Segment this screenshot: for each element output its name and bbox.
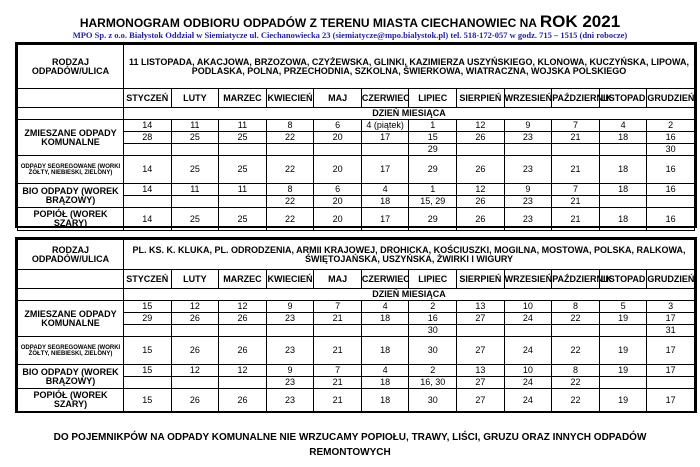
date-cell: 14 bbox=[124, 184, 172, 196]
date-cell: 12 bbox=[171, 301, 219, 313]
date-cell bbox=[219, 196, 267, 208]
date-cell: 23 bbox=[504, 196, 552, 208]
date-cell: 20 bbox=[314, 196, 362, 208]
date-cell: 22 bbox=[266, 196, 314, 208]
date-cell bbox=[361, 325, 409, 337]
segregated-waste-label: ODPADY SEGREGOWANE (WORKI ŻÓŁTY, NIEBIESKI, ZIELONY) bbox=[18, 337, 124, 365]
date-cell: 21 bbox=[552, 156, 600, 184]
date-cell: 25 bbox=[219, 156, 267, 184]
date-cell bbox=[647, 377, 695, 389]
date-cell bbox=[361, 144, 409, 156]
date-cell bbox=[504, 144, 552, 156]
date-cell: 30 bbox=[409, 325, 457, 337]
date-cell: 9 bbox=[504, 184, 552, 196]
date-cell: 14 bbox=[124, 120, 172, 132]
date-cell: 18 bbox=[599, 132, 647, 144]
date-cell: 16 bbox=[647, 132, 695, 144]
date-cell: 24 bbox=[504, 389, 552, 412]
date-cell: 22 bbox=[552, 389, 600, 412]
date-cell: 21 bbox=[314, 337, 362, 365]
date-cell: 18 bbox=[361, 196, 409, 208]
date-cell: 9 bbox=[504, 120, 552, 132]
mixed-waste-label: ZMIESZANE ODPADY KOMUNALNE bbox=[18, 120, 124, 156]
date-cell: 26 bbox=[171, 313, 219, 325]
page-title bbox=[0, 12, 700, 32]
date-cell: 2 bbox=[409, 301, 457, 313]
date-cell: 12 bbox=[219, 365, 267, 377]
street-list: PL. KS. K. KLUKA, PL. ODRODZENIA, ARMII KRAJOWEJ, DROHICKA, KOŚCIUSZKI, MOGILNA, MOSTOWA, POLSKA, RALKOWA, ŚWIĘTOJAŃSKA, USZYŃSKA, ŻWIRKI I WIGURY bbox=[124, 240, 695, 270]
date-cell bbox=[552, 325, 600, 337]
month-header: GRUDZIEŃ bbox=[647, 270, 695, 289]
date-cell: 11 bbox=[171, 184, 219, 196]
date-cell: 5 bbox=[599, 301, 647, 313]
date-cell bbox=[124, 325, 172, 337]
date-cell: 26 bbox=[219, 389, 267, 412]
date-cell: 2 bbox=[647, 120, 695, 132]
date-cell: 21 bbox=[314, 377, 362, 389]
date-cell: 25 bbox=[171, 156, 219, 184]
date-cell: 15 bbox=[124, 365, 172, 377]
date-cell: 16 bbox=[647, 208, 695, 231]
month-header: MARZEC bbox=[219, 270, 267, 289]
date-cell: 24 bbox=[504, 313, 552, 325]
month-header-blank bbox=[18, 270, 124, 289]
bio-waste-row-1 bbox=[18, 184, 695, 196]
month-header: KWIECIEŃ bbox=[266, 270, 314, 289]
month-header: LUTY bbox=[171, 89, 219, 108]
date-cell: 16, 30 bbox=[409, 377, 457, 389]
date-cell: 27 bbox=[457, 389, 505, 412]
date-cell: 11 bbox=[219, 184, 267, 196]
date-cell: 21 bbox=[314, 313, 362, 325]
company-contact-line: MPO Sp. z o.o. Białystok Oddział w Siemiatycze ul. Ciechanowiecka 23 (siemiatycze@mpo.bialystok.pl) tel. 518-172-057 w godz. 715 – 1515 (dni robocze) bbox=[72, 30, 628, 40]
date-cell: 19 bbox=[599, 365, 647, 377]
date-cell: 26 bbox=[219, 313, 267, 325]
month-header: SIERPIEŃ bbox=[457, 270, 505, 289]
schedule-table-2 bbox=[17, 239, 695, 412]
schedule-block-2 bbox=[15, 237, 697, 413]
date-cell: 22 bbox=[552, 377, 600, 389]
date-cell bbox=[171, 196, 219, 208]
date-cell: 26 bbox=[457, 156, 505, 184]
date-cell: 8 bbox=[266, 184, 314, 196]
month-header-row bbox=[18, 270, 695, 289]
date-cell: 27 bbox=[457, 313, 505, 325]
date-cell: 27 bbox=[457, 337, 505, 365]
date-cell: 20 bbox=[314, 208, 362, 231]
date-cell: 26 bbox=[457, 208, 505, 231]
date-cell: 12 bbox=[457, 184, 505, 196]
date-cell: 12 bbox=[457, 120, 505, 132]
date-cell bbox=[457, 144, 505, 156]
mixed-waste-label: ZMIESZANE ODPADY KOMUNALNE bbox=[18, 301, 124, 337]
date-cell: 3 bbox=[647, 301, 695, 313]
date-cell: 20 bbox=[314, 132, 362, 144]
ash-row bbox=[18, 208, 695, 231]
date-cell: 15 bbox=[124, 389, 172, 412]
date-cell: 22 bbox=[266, 132, 314, 144]
date-cell: 19 bbox=[599, 313, 647, 325]
month-header: PAŹDZIERNIK bbox=[552, 89, 600, 108]
date-cell: 18 bbox=[361, 389, 409, 412]
date-cell: 11 bbox=[171, 120, 219, 132]
ash-row bbox=[18, 389, 695, 412]
date-cell: 12 bbox=[219, 301, 267, 313]
day-of-month-header: DZIEŃ MIESIĄCA bbox=[124, 289, 695, 301]
date-cell: 23 bbox=[504, 132, 552, 144]
date-cell: 25 bbox=[219, 208, 267, 231]
date-cell: 29 bbox=[409, 208, 457, 231]
month-header: MARZEC bbox=[219, 89, 267, 108]
bio-waste-label: BIO ODPADY (WOREK BRĄZOWY) bbox=[18, 184, 124, 208]
date-cell: 23 bbox=[504, 156, 552, 184]
date-cell: 28 bbox=[124, 132, 172, 144]
date-cell: 21 bbox=[314, 389, 362, 412]
date-cell bbox=[647, 196, 695, 208]
date-cell: 13 bbox=[457, 301, 505, 313]
schedule-block-1 bbox=[15, 42, 697, 228]
day-of-month-blank bbox=[18, 108, 124, 120]
date-cell: 17 bbox=[361, 132, 409, 144]
date-cell: 22 bbox=[552, 313, 600, 325]
date-cell: 13 bbox=[457, 365, 505, 377]
date-cell: 12 bbox=[171, 365, 219, 377]
month-header: LISTOPAD bbox=[599, 89, 647, 108]
date-cell: 7 bbox=[314, 301, 362, 313]
date-cell: 27 bbox=[457, 377, 505, 389]
date-cell: 14 bbox=[124, 156, 172, 184]
month-header-blank bbox=[18, 89, 124, 108]
date-cell bbox=[552, 144, 600, 156]
date-cell: 17 bbox=[361, 156, 409, 184]
date-cell: 4 bbox=[361, 365, 409, 377]
date-cell: 4 (piątek) bbox=[361, 120, 409, 132]
date-cell: 2 bbox=[409, 365, 457, 377]
date-cell bbox=[124, 196, 172, 208]
date-cell: 24 bbox=[504, 337, 552, 365]
date-cell: 9 bbox=[266, 365, 314, 377]
month-header-row bbox=[18, 89, 695, 108]
date-cell bbox=[457, 325, 505, 337]
date-cell bbox=[266, 325, 314, 337]
date-cell bbox=[599, 377, 647, 389]
date-cell bbox=[219, 144, 267, 156]
month-header: WRZESIEŃ bbox=[504, 89, 552, 108]
date-cell: 19 bbox=[599, 389, 647, 412]
segregated-waste-row bbox=[18, 337, 695, 365]
date-cell: 17 bbox=[647, 365, 695, 377]
day-of-month-header: DZIEŃ MIESIĄCA bbox=[124, 108, 695, 120]
date-cell: 15 bbox=[124, 337, 172, 365]
date-cell bbox=[171, 325, 219, 337]
month-header: CZERWIEC bbox=[361, 89, 409, 108]
month-header: LUTY bbox=[171, 270, 219, 289]
date-cell bbox=[504, 325, 552, 337]
date-cell bbox=[599, 196, 647, 208]
date-cell: 23 bbox=[266, 389, 314, 412]
date-cell: 30 bbox=[647, 144, 695, 156]
month-header: MAJ bbox=[314, 89, 362, 108]
date-cell: 26 bbox=[219, 337, 267, 365]
footer-note: DO POJEMNIKPÓW NA ODPADY KOMUNALNE NIE WRZUCAMY POPIOŁU, TRAWY, LIŚCI, GRUZU ORAZ INNYCH ODPADÓW REMONTOWYCH bbox=[53, 432, 647, 458]
waste-type-street-header: RODZAJ ODPADÓW/ULICA bbox=[18, 240, 124, 270]
month-header: GRUDZIEŃ bbox=[647, 89, 695, 108]
title-main: HARMONOGRAM ODBIORU ODPADÓW Z TERENU MIASTA CIECHANOWIEC NA bbox=[79, 16, 537, 30]
date-cell: 26 bbox=[171, 337, 219, 365]
date-cell: 10 bbox=[504, 365, 552, 377]
date-cell: 4 bbox=[361, 301, 409, 313]
segregated-waste-label: ODPADY SEGREGOWANE (WORKI ŻÓŁTY, NIEBIESKI, ZIELONY) bbox=[18, 156, 124, 184]
schedule-table-1 bbox=[17, 44, 695, 231]
month-header: LIPIEC bbox=[409, 89, 457, 108]
month-header: PAŹDZIERNIK bbox=[552, 270, 600, 289]
date-cell bbox=[171, 377, 219, 389]
date-cell: 11 bbox=[219, 120, 267, 132]
date-cell: 24 bbox=[504, 377, 552, 389]
ash-label: POPIÓŁ (WOREK SZARY) bbox=[18, 389, 124, 412]
date-cell: 18 bbox=[599, 208, 647, 231]
date-cell: 10 bbox=[504, 301, 552, 313]
date-cell: 26 bbox=[457, 132, 505, 144]
bio-waste-row-1 bbox=[18, 365, 695, 377]
date-cell: 18 bbox=[599, 184, 647, 196]
date-cell: 23 bbox=[266, 337, 314, 365]
date-cell bbox=[599, 325, 647, 337]
date-cell: 17 bbox=[361, 208, 409, 231]
bio-waste-label: BIO ODPADY (WOREK BRĄZOWY) bbox=[18, 365, 124, 389]
date-cell bbox=[314, 325, 362, 337]
date-cell: 16 bbox=[409, 313, 457, 325]
date-cell bbox=[314, 144, 362, 156]
day-of-month-blank bbox=[18, 289, 124, 301]
month-header: SIERPIEŃ bbox=[457, 89, 505, 108]
month-header: WRZESIEŃ bbox=[504, 270, 552, 289]
date-cell bbox=[124, 144, 172, 156]
date-cell: 16 bbox=[647, 184, 695, 196]
date-cell: 23 bbox=[504, 208, 552, 231]
title-year: ROK 2021 bbox=[539, 12, 621, 31]
date-cell: 6 bbox=[314, 184, 362, 196]
date-cell: 7 bbox=[552, 184, 600, 196]
date-cell: 23 bbox=[266, 313, 314, 325]
date-cell: 8 bbox=[552, 301, 600, 313]
date-cell: 18 bbox=[361, 337, 409, 365]
date-cell: 17 bbox=[647, 337, 695, 365]
date-cell: 14 bbox=[124, 208, 172, 231]
month-header: KWIECIEŃ bbox=[266, 89, 314, 108]
date-cell: 30 bbox=[409, 389, 457, 412]
mixed-waste-row-1 bbox=[18, 301, 695, 313]
month-header: LIPIEC bbox=[409, 270, 457, 289]
month-header: LISTOPAD bbox=[599, 270, 647, 289]
date-cell bbox=[219, 377, 267, 389]
date-cell: 8 bbox=[552, 365, 600, 377]
date-cell: 19 bbox=[599, 337, 647, 365]
date-cell: 1 bbox=[409, 184, 457, 196]
segregated-waste-row bbox=[18, 156, 695, 184]
date-cell: 18 bbox=[361, 377, 409, 389]
date-cell: 29 bbox=[409, 144, 457, 156]
date-cell: 18 bbox=[599, 156, 647, 184]
date-cell: 22 bbox=[266, 208, 314, 231]
date-cell: 4 bbox=[599, 120, 647, 132]
date-cell: 25 bbox=[171, 132, 219, 144]
date-cell: 7 bbox=[552, 120, 600, 132]
date-cell: 29 bbox=[124, 313, 172, 325]
date-cell: 31 bbox=[647, 325, 695, 337]
date-cell bbox=[599, 144, 647, 156]
date-cell: 30 bbox=[409, 337, 457, 365]
date-cell: 1 bbox=[409, 120, 457, 132]
date-cell: 18 bbox=[361, 313, 409, 325]
month-header: STYCZEŃ bbox=[124, 270, 172, 289]
date-cell: 9 bbox=[266, 301, 314, 313]
date-cell: 21 bbox=[552, 208, 600, 231]
ash-label: POPIÓŁ (WOREK SZARY) bbox=[18, 208, 124, 231]
date-cell bbox=[219, 325, 267, 337]
date-cell: 4 bbox=[361, 184, 409, 196]
date-cell bbox=[124, 377, 172, 389]
date-cell: 22 bbox=[552, 337, 600, 365]
date-cell: 26 bbox=[171, 389, 219, 412]
date-cell: 15 bbox=[409, 132, 457, 144]
date-cell: 22 bbox=[266, 156, 314, 184]
date-cell: 8 bbox=[266, 120, 314, 132]
date-cell: 17 bbox=[647, 389, 695, 412]
month-header: CZERWIEC bbox=[361, 270, 409, 289]
month-header: MAJ bbox=[314, 270, 362, 289]
date-cell: 26 bbox=[457, 196, 505, 208]
mixed-waste-row-1 bbox=[18, 120, 695, 132]
street-list: 11 LISTOPADA, AKACJOWA, BRZOZOWA, CZYŻEWSKA, GLINKI, KAZIMIERZA USZYŃSKIEGO, KLONOWA, KUCZYŃSKA, LIPOWA, PODLASKA, POLNA, PRZECHODNIA, SZKOLNA, ŚWIERKOWA, WIATRACZNA, WOJSKA POLSKIEGO bbox=[124, 45, 695, 89]
date-cell: 16 bbox=[647, 156, 695, 184]
date-cell bbox=[266, 144, 314, 156]
date-cell: 20 bbox=[314, 156, 362, 184]
date-cell: 15 bbox=[124, 301, 172, 313]
date-cell: 23 bbox=[266, 377, 314, 389]
date-cell: 7 bbox=[314, 365, 362, 377]
date-cell: 6 bbox=[314, 120, 362, 132]
date-cell: 21 bbox=[552, 196, 600, 208]
date-cell: 21 bbox=[552, 132, 600, 144]
date-cell: 15, 29 bbox=[409, 196, 457, 208]
month-header: STYCZEŃ bbox=[124, 89, 172, 108]
date-cell: 29 bbox=[409, 156, 457, 184]
date-cell bbox=[171, 144, 219, 156]
date-cell: 17 bbox=[647, 313, 695, 325]
date-cell: 25 bbox=[171, 208, 219, 231]
waste-type-street-header: RODZAJ ODPADÓW/ULICA bbox=[18, 45, 124, 89]
date-cell: 25 bbox=[219, 132, 267, 144]
